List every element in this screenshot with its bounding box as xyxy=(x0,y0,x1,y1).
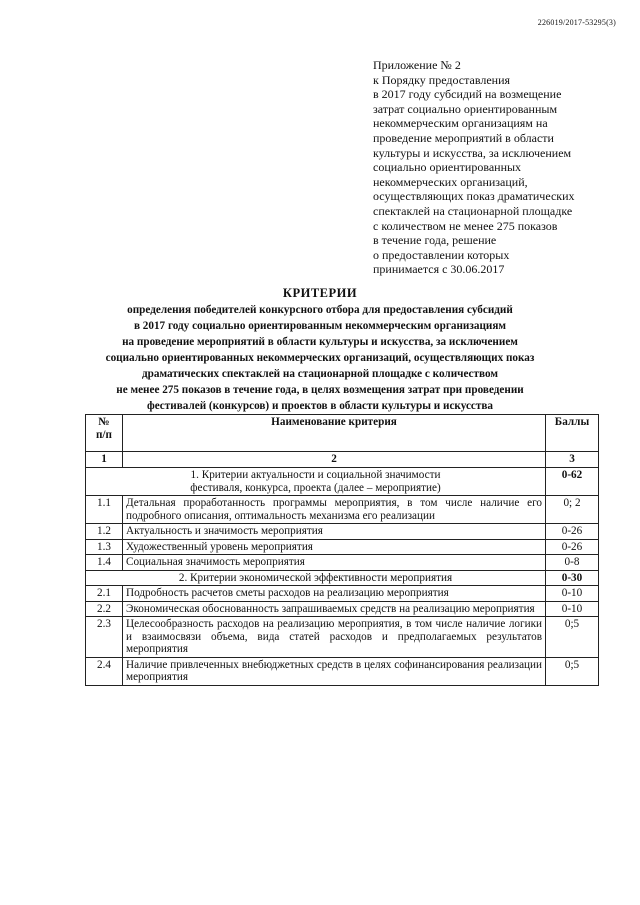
appendix-line: культуры и искусства, за исключением xyxy=(373,145,572,160)
appendix-line: некоммерческих организаций, xyxy=(373,174,528,189)
section-row-2 xyxy=(86,570,599,586)
row-name: Социальная значимость мероприятия xyxy=(123,555,546,571)
table-row xyxy=(86,496,599,524)
row-num: 1.4 xyxy=(86,555,123,571)
document-id: 226019/2017-53295(3) xyxy=(537,18,616,27)
section-title xyxy=(86,468,546,496)
row-num: 2.3 xyxy=(86,617,123,658)
appendix-line: в 2017 году субсидий на возмещение xyxy=(373,87,562,102)
section-title: 2. Критерии экономической эффективности мероприятия xyxy=(86,570,546,586)
subtitle-line: на проведение мероприятий в области культуры и искусства, за исключением xyxy=(122,336,518,348)
row-num: 2.4 xyxy=(86,657,123,685)
appendix-line: с количеством не менее 275 показов xyxy=(373,218,558,233)
row-name: Наличие привлеченных внебюджетных средств в целях софинансирования реализации мероприятия xyxy=(123,657,546,685)
row-num: 2.2 xyxy=(86,601,123,617)
appendix-line: Приложение № 2 xyxy=(373,58,461,72)
section-score: 0-62 xyxy=(546,468,599,496)
section-row-1 xyxy=(86,468,599,496)
row-score: 0;5 xyxy=(546,617,599,658)
table-row xyxy=(86,555,599,571)
section-title-line1: 1. Критерии актуальности и социальной значимости xyxy=(190,469,441,481)
row-name: Подробность расчетов сметы расходов на реализацию мероприятия xyxy=(123,586,546,602)
header-score: Баллы xyxy=(546,415,599,452)
subtitle-line: фестивалей (конкурсов) и проектов в области культуры и искусства xyxy=(146,400,494,412)
header-num-line2: п/п xyxy=(95,429,112,441)
table-row xyxy=(86,617,599,658)
section-title-line2: фестиваля, конкурса, проекта (далее – мероприятие) xyxy=(190,481,441,494)
row-score: 0-8 xyxy=(546,555,599,571)
document-title: КРИТЕРИИ xyxy=(282,286,358,300)
subtitle-line: в 2017 году социально ориентированным некоммерческим организациям xyxy=(133,320,507,332)
appendix-line: осуществляющих показ драматических xyxy=(373,189,575,204)
criteria-table xyxy=(85,414,599,686)
appendix-line: социально ориентированных xyxy=(373,160,522,175)
appendix-line: принимается с 30.06.2017 xyxy=(373,262,505,277)
header-num-line1: № xyxy=(98,416,110,428)
row-name: Актуальность и значимость мероприятия xyxy=(123,524,546,540)
header-num xyxy=(86,415,123,452)
row-num: 1.1 xyxy=(86,496,123,524)
index-cell: 3 xyxy=(546,452,599,468)
section-score: 0-30 xyxy=(546,570,599,586)
appendix-line: затрат социально ориентированным xyxy=(373,101,558,116)
index-cell: 2 xyxy=(123,452,546,468)
appendix-line: спектаклей на стационарной площадке xyxy=(373,203,573,218)
subtitle-line: социально ориентированных некоммерческих организаций, осуществляющих показ xyxy=(105,352,535,364)
row-score: 0-10 xyxy=(546,586,599,602)
row-num: 1.2 xyxy=(86,524,123,540)
row-score: 0-10 xyxy=(546,601,599,617)
appendix-note xyxy=(373,58,623,277)
appendix-line: к Порядку предоставления xyxy=(373,72,511,87)
column-index-row xyxy=(86,452,599,468)
table-row xyxy=(86,586,599,602)
row-name: Экономическая обоснованность запрашиваемых средств на реализацию мероприятия xyxy=(123,601,546,617)
appendix-line: некоммерческим организациям на xyxy=(373,116,548,131)
row-score: 0;5 xyxy=(546,657,599,685)
appendix-line: о предоставлении которых xyxy=(373,247,510,262)
row-name: Целесообразность расходов на реализацию мероприятия, в том числе наличие логики и взаимосвязи объема, вида статей расходов и предполагаемых результатов мероприятия xyxy=(123,617,546,658)
table-row xyxy=(86,601,599,617)
row-num: 1.3 xyxy=(86,539,123,555)
subtitle-line: не менее 275 показов в течение года, в целях возмещения затрат при проведении xyxy=(116,384,524,396)
subtitle-line: определения победителей конкурсного отбора для предоставления субсидий xyxy=(127,304,513,316)
row-score: 0-26 xyxy=(546,524,599,540)
subtitle-line: драматических спектаклей на стационарной площадке с количеством xyxy=(142,368,498,380)
table-header-row xyxy=(86,415,599,452)
table-row xyxy=(86,657,599,685)
row-name: Художественный уровень мероприятия xyxy=(123,539,546,555)
row-score: 0-26 xyxy=(546,539,599,555)
appendix-line: в течение года, решение xyxy=(373,233,497,248)
table-row xyxy=(86,524,599,540)
row-num: 2.1 xyxy=(86,586,123,602)
document-subtitle xyxy=(40,302,600,414)
table-row xyxy=(86,539,599,555)
appendix-line: проведение мероприятий в области xyxy=(373,130,554,145)
row-name: Детальная проработанность программы мероприятия, в том числе наличие его подробного описания, оптимальность механизма его реализации xyxy=(123,496,546,524)
row-score: 0; 2 xyxy=(546,496,599,524)
header-name: Наименование критерия xyxy=(123,415,546,452)
index-cell: 1 xyxy=(86,452,123,468)
